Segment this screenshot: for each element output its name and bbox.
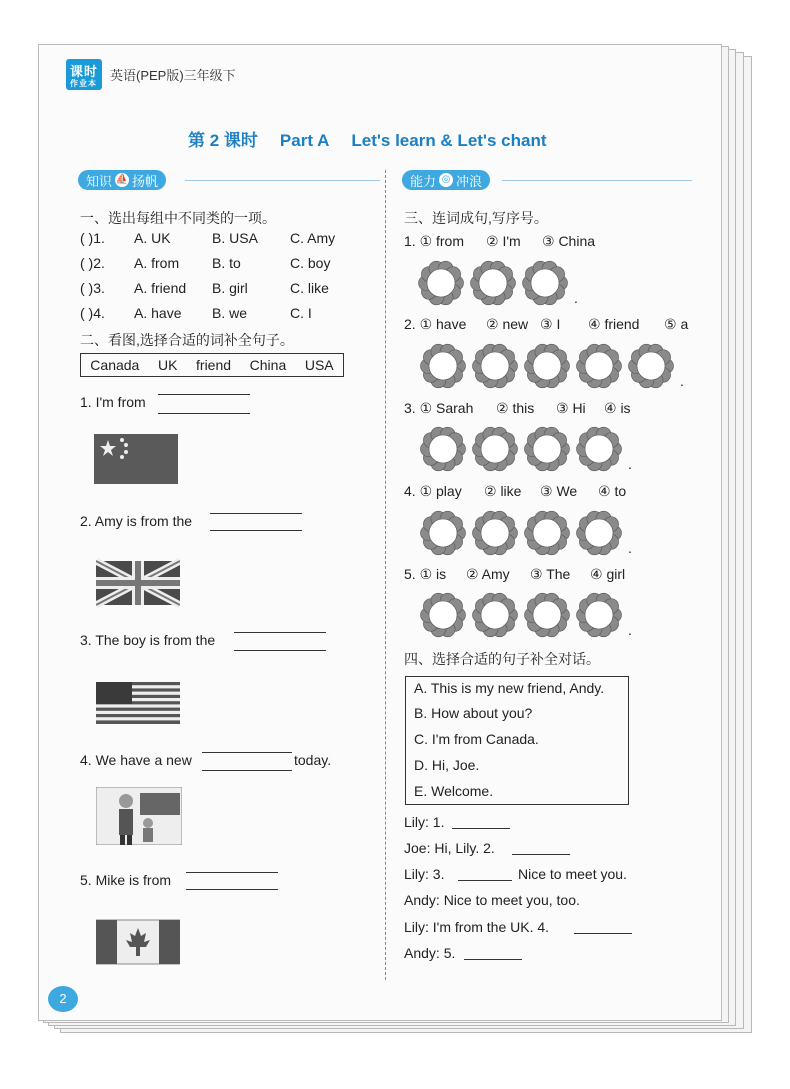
fill-question-3: 3. The boy is from the <box>80 632 216 648</box>
answer-flowers-1 <box>418 260 578 306</box>
flower-answer-slot[interactable] <box>576 510 622 556</box>
flower-answer-slot[interactable] <box>524 426 570 472</box>
section-tag-ability: 能力 ◎ 冲浪 <box>402 170 490 190</box>
word-order-2-word: ③ I <box>540 316 561 332</box>
word-order-5-word: 5. ① is <box>404 566 447 582</box>
tag-underline <box>185 180 380 181</box>
word-bank-item: Canada <box>90 357 140 373</box>
flower-answer-slot[interactable] <box>418 260 464 306</box>
dialogue-line-5: Lily: I'm from the UK. 4. <box>404 919 550 935</box>
choice-number[interactable]: ( )2. <box>80 255 105 271</box>
page-number: 2 <box>48 986 78 1012</box>
option-a: A. UK <box>134 230 171 246</box>
brand-logo: 课时 作业本 <box>66 59 102 90</box>
period: . <box>680 373 684 389</box>
word-bank <box>80 353 344 377</box>
flower-answer-slot[interactable] <box>576 343 622 389</box>
dialogue-line-1: Lily: 1. <box>404 814 445 830</box>
section3-heading: 三、连词成句,写序号。 <box>404 210 548 226</box>
word-order-1-word: ② I'm <box>486 233 521 249</box>
flower-answer-slot[interactable] <box>524 510 570 556</box>
word-order-5-word: ④ girl <box>590 566 626 582</box>
header <box>66 63 236 88</box>
word-order-2-word: ④ friend <box>588 316 640 332</box>
answer-blank[interactable] <box>202 770 292 771</box>
flower-answer-slot[interactable] <box>472 592 518 638</box>
flower-answer-slot[interactable] <box>472 343 518 389</box>
word-order-4-word: ② like <box>484 483 522 499</box>
flower-answer-slot[interactable] <box>420 426 466 472</box>
flower-answer-slot[interactable] <box>472 426 518 472</box>
answer-blank[interactable] <box>158 394 250 395</box>
sentence-option: E. Welcome. <box>414 783 494 799</box>
option-c: C. Amy <box>290 230 336 246</box>
word-order-4-word: ④ to <box>598 483 627 499</box>
option-b: B. we <box>212 305 248 321</box>
flower-answer-slot[interactable] <box>576 426 622 472</box>
word-order-3-word: ④ is <box>604 400 631 416</box>
word-order-3-word: 3. ① Sarah <box>404 400 474 416</box>
answer-blank[interactable] <box>202 752 292 753</box>
dialogue-line-6: Andy: 5. <box>404 945 456 961</box>
answer-flowers-3 <box>420 426 632 472</box>
dialogue-line-4: Andy: Nice to meet you, too. <box>404 892 580 908</box>
dialogue-line-3: Lily: 3. <box>404 866 445 882</box>
word-order-5-word: ② Amy <box>466 566 510 582</box>
word-order-5-word: ③ The <box>530 566 571 582</box>
answer-blank[interactable] <box>210 513 302 514</box>
book-title: 英语(PEP版)三年级下 <box>110 67 236 83</box>
fill-question-4: 4. We have a new <box>80 752 192 768</box>
option-a: A. have <box>134 305 182 321</box>
flower-answer-slot[interactable] <box>472 510 518 556</box>
word-bank-item: friend <box>196 357 232 373</box>
flower-answer-slot[interactable] <box>576 592 622 638</box>
word-order-3-word: ② this <box>496 400 535 416</box>
word-order-4-word: ③ We <box>540 483 578 499</box>
fill-question-5: 5. Mike is from <box>80 872 172 888</box>
answer-flowers-4 <box>420 510 632 556</box>
choice-number[interactable]: ( )1. <box>80 230 105 246</box>
answer-blank[interactable] <box>464 959 522 960</box>
word-bank-item: UK <box>157 357 178 373</box>
fill-question-4-end: today. <box>294 752 332 768</box>
answer-flowers-5 <box>420 592 632 638</box>
sentence-option: A. This is my new friend, Andy. <box>414 680 605 696</box>
dialogue-line-2: Joe: Hi, Lily. 2. <box>404 840 495 856</box>
answer-blank[interactable] <box>234 632 326 633</box>
china-flag-image <box>94 434 178 484</box>
word-order-1-word: 1. ① from <box>404 233 465 249</box>
word-bank-item: USA <box>304 357 334 373</box>
word-order-2-word: ⑤ a <box>664 316 689 332</box>
section-tag-knowledge: 知识 ⛵ 扬帆 <box>78 170 166 190</box>
option-b: B. girl <box>212 280 248 296</box>
option-c: C. like <box>290 280 329 296</box>
answer-blank[interactable] <box>186 889 278 890</box>
dialogue-line-3-end: Nice to meet you. <box>518 866 627 882</box>
word-order-3-word: ③ Hi <box>556 400 586 416</box>
option-a: A. friend <box>134 280 187 296</box>
flower-answer-slot[interactable] <box>420 592 466 638</box>
option-b: B. USA <box>212 230 258 246</box>
option-b: B. to <box>212 255 241 271</box>
period: . <box>628 622 632 638</box>
sentence-option: B. How about you? <box>414 705 533 721</box>
answer-flowers-2 <box>420 343 684 389</box>
answer-blank[interactable] <box>512 854 570 855</box>
word-order-1-word: ③ China <box>542 233 596 249</box>
answer-blank[interactable] <box>574 933 632 934</box>
flower-answer-slot[interactable] <box>470 260 516 306</box>
period: . <box>628 540 632 556</box>
section2-heading: 二、看图,选择合适的词补全句子。 <box>80 332 294 348</box>
sentence-options-box <box>405 676 629 805</box>
section1-heading: 一、选出每组中不同类的一项。 <box>80 210 276 226</box>
choice-number[interactable]: ( )4. <box>80 305 105 321</box>
section4-heading: 四、选择合适的句子补全对话。 <box>404 651 600 667</box>
answer-blank[interactable] <box>186 872 278 873</box>
flower-answer-slot[interactable] <box>628 343 674 389</box>
option-a: A. from <box>134 255 180 271</box>
flower-answer-slot[interactable] <box>522 260 568 306</box>
option-c: C. boy <box>290 255 331 271</box>
fill-question-1: 1. I'm from <box>80 394 146 410</box>
page-title: 第 2 课时 Part A Let's learn & Let's chant <box>188 131 547 150</box>
column-divider <box>385 170 386 980</box>
new-friend-image <box>96 787 182 845</box>
flower-answer-slot[interactable] <box>420 343 466 389</box>
sentence-option: C. I'm from Canada. <box>414 731 539 747</box>
uk-flag-image <box>96 558 180 608</box>
option-c: C. I <box>290 305 312 321</box>
sail-icon: ⛵ <box>115 174 129 185</box>
period: . <box>628 456 632 472</box>
answer-blank[interactable] <box>210 530 302 531</box>
flower-answer-slot[interactable] <box>524 592 570 638</box>
flower-answer-slot[interactable] <box>420 510 466 556</box>
word-order-2-word: ② new <box>486 316 529 332</box>
canada-flag-image <box>96 917 180 967</box>
usa-flag-image <box>96 678 180 728</box>
globe-icon: ◎ <box>439 173 453 187</box>
choice-number[interactable]: ( )3. <box>80 280 105 296</box>
period: . <box>574 290 578 306</box>
fill-question-2: 2. Amy is from the <box>80 513 193 529</box>
word-bank-item: China <box>249 357 287 373</box>
answer-blank[interactable] <box>452 828 510 829</box>
word-order-4-word: 4. ① play <box>404 483 462 499</box>
answer-blank[interactable] <box>458 880 512 881</box>
sentence-option: D. Hi, Joe. <box>414 757 480 773</box>
tag-underline <box>502 180 692 181</box>
answer-blank[interactable] <box>158 413 250 414</box>
word-order-2-word: 2. ① have <box>404 316 467 332</box>
flower-answer-slot[interactable] <box>524 343 570 389</box>
answer-blank[interactable] <box>234 650 326 651</box>
